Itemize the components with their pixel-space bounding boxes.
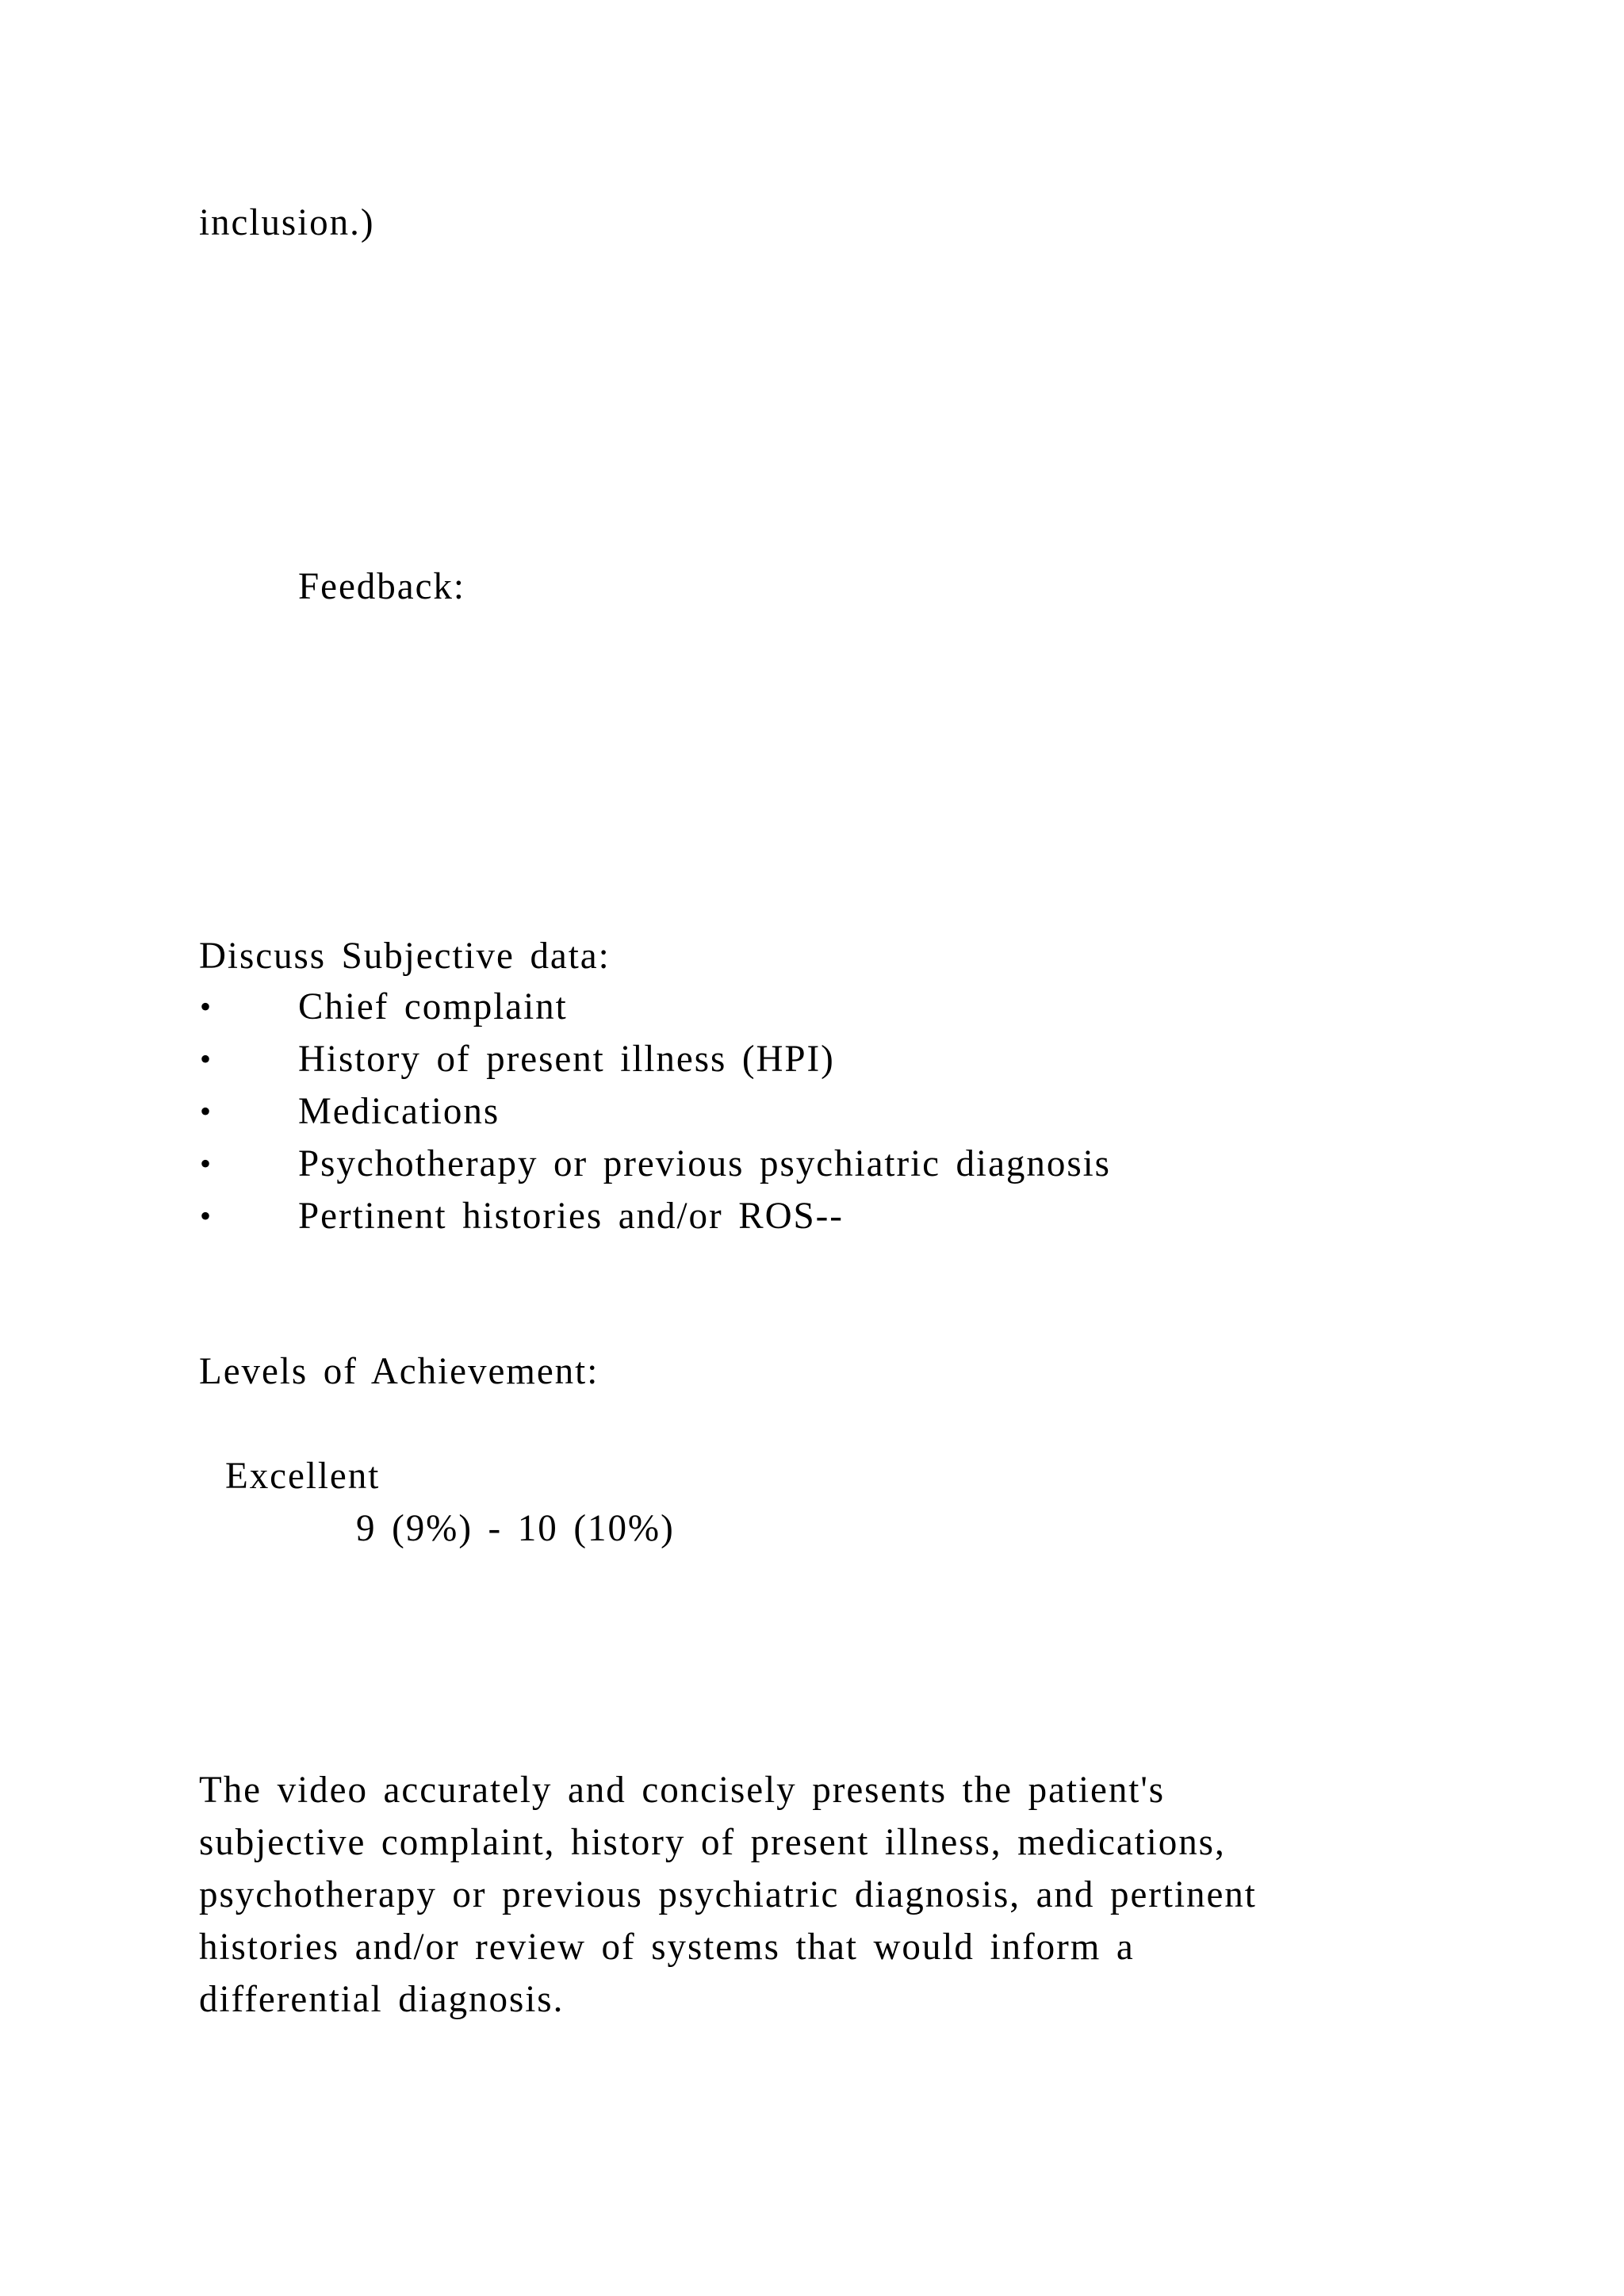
bullet-icon: • xyxy=(200,1146,212,1181)
list-item-text: Medications xyxy=(298,1090,500,1132)
list-item-text: Chief complaint xyxy=(298,985,568,1027)
levels-heading: Levels of Achievement: xyxy=(199,1350,599,1392)
description-line: psychotherapy or previous psychiatric diagnosis, and pertinent xyxy=(199,1873,1257,1915)
level-name: Excellent xyxy=(225,1455,381,1497)
text-fragment: inclusion.) xyxy=(199,201,375,243)
feedback-label: Feedback: xyxy=(298,565,465,607)
description-line: histories and/or review of systems that would inform a xyxy=(199,1926,1135,1968)
bullet-icon: • xyxy=(200,1198,212,1234)
list-item-text: Pertinent histories and/or ROS-- xyxy=(298,1195,844,1237)
description-line: differential diagnosis. xyxy=(199,1978,565,2020)
bullet-icon: • xyxy=(200,989,212,1024)
bullet-icon: • xyxy=(200,1041,212,1077)
description-line: subjective complaint, history of present illness, medications, xyxy=(199,1821,1226,1863)
description-line: The video accurately and concisely presents the patient's xyxy=(199,1769,1166,1811)
list-item-text: Psychotherapy or previous psychiatric diagnosis xyxy=(298,1142,1111,1184)
level-range: 9 (9%) - 10 (10%) xyxy=(356,1507,675,1549)
section-heading: Discuss Subjective data: xyxy=(199,935,611,977)
bullet-icon: • xyxy=(200,1093,212,1129)
list-item-text: History of present illness (HPI) xyxy=(298,1038,835,1080)
